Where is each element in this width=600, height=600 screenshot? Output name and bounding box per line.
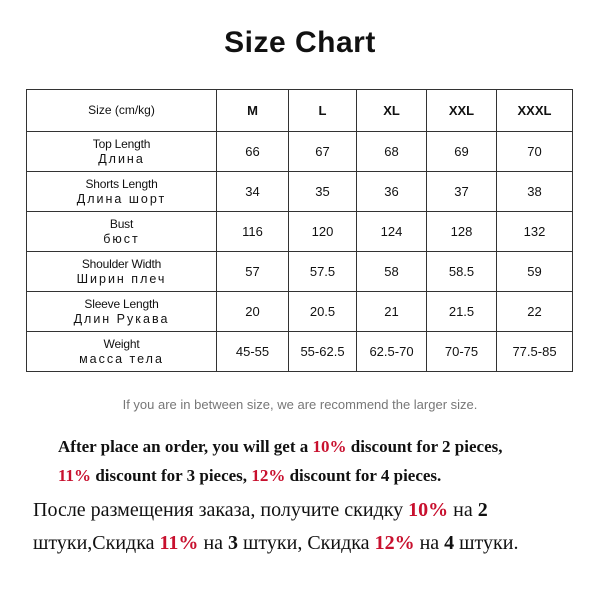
- table-cell: 20.5: [289, 292, 357, 332]
- row-label-ru: Длина шорт: [76, 191, 167, 206]
- row-label-ru: Ширин плеч: [76, 271, 167, 286]
- promo-text: После размещения заказа, получите скидку: [33, 499, 409, 521]
- promo-text: штуки,Скидка: [33, 532, 160, 554]
- table-cell: 67: [289, 132, 357, 172]
- table-cell: 36: [357, 172, 427, 212]
- row-label-ru: масса тела: [79, 351, 164, 366]
- table-cell: 38: [497, 172, 573, 212]
- table-cell: 21.5: [427, 292, 497, 332]
- row-label: [27, 212, 217, 252]
- table-cell: 62.5-70: [357, 332, 427, 372]
- table-cell: 35: [289, 172, 357, 212]
- promo-text: discount for 3 pieces,: [91, 466, 252, 485]
- size-header: M: [217, 90, 289, 132]
- discount-percent: 12%: [251, 466, 286, 485]
- table-cell: 128: [427, 212, 497, 252]
- promo-text: discount for 4 pieces.: [285, 466, 442, 485]
- table-row: [27, 212, 573, 252]
- promo-text: на: [198, 532, 229, 554]
- table-cell: 66: [217, 132, 289, 172]
- size-header: XXXL: [497, 90, 573, 132]
- piece-count: 2: [477, 499, 488, 521]
- table-cell: 70: [497, 132, 573, 172]
- table-cell: 57: [217, 252, 289, 292]
- size-header: XXL: [427, 90, 497, 132]
- table-cell: 77.5-85: [497, 332, 573, 372]
- table-row: [27, 252, 573, 292]
- table-cell: 70-75: [427, 332, 497, 372]
- row-label: [27, 132, 217, 172]
- row-label: [27, 332, 217, 372]
- table-cell: 68: [357, 132, 427, 172]
- row-label-en: Shoulder Width: [81, 256, 162, 271]
- page-title: Size Chart: [224, 26, 376, 59]
- row-label: [27, 292, 217, 332]
- size-recommendation-note: If you are in between size, we are recommend the larger size.: [122, 397, 478, 412]
- table-cell: 37: [427, 172, 497, 212]
- table-row: [27, 172, 573, 212]
- table-cell: 34: [217, 172, 289, 212]
- row-label-ru: бюст: [103, 231, 140, 246]
- row-label-en: Bust: [109, 216, 134, 231]
- discount-percent: 10%: [312, 437, 347, 456]
- size-header: L: [289, 90, 357, 132]
- table-cell: 58: [357, 252, 427, 292]
- table-cell: 59: [497, 252, 573, 292]
- row-label-ru: Длина: [98, 151, 145, 166]
- promo-text: штуки.: [454, 532, 519, 554]
- discount-percent: 10%: [408, 499, 449, 521]
- row-label: [27, 252, 217, 292]
- row-label-en: Shorts Length: [85, 176, 158, 191]
- discount-percent: 11%: [159, 532, 199, 554]
- table-cell: 21: [357, 292, 427, 332]
- size-header: XL: [357, 90, 427, 132]
- table-cell: 69: [427, 132, 497, 172]
- row-label-en: Sleeve Length: [84, 296, 159, 311]
- promo-text-russian: [33, 494, 593, 560]
- table-row: [27, 132, 573, 172]
- table-cell: 45-55: [217, 332, 289, 372]
- row-label: [27, 172, 217, 212]
- table-cell: 57.5: [289, 252, 357, 292]
- table-cell: 120: [289, 212, 357, 252]
- promo-text: штуки, Скидка: [238, 532, 375, 554]
- table-cell: 116: [217, 212, 289, 252]
- table-row: [27, 332, 573, 372]
- promo-text: на: [448, 499, 478, 521]
- table-cell: 55-62.5: [289, 332, 357, 372]
- discount-percent: 12%: [374, 532, 415, 554]
- table-row: [27, 292, 573, 332]
- table-cell: 58.5: [427, 252, 497, 292]
- table-cell: 20: [217, 292, 289, 332]
- size-chart-table: [26, 89, 573, 372]
- row-label-en: Weight: [103, 336, 140, 351]
- table-cell: 132: [497, 212, 573, 252]
- discount-percent: 11%: [58, 466, 92, 485]
- piece-count: 4: [444, 532, 455, 554]
- promo-text: на: [414, 532, 445, 554]
- table-cell: 22: [497, 292, 573, 332]
- promo-text: After place an order, you will get a: [58, 437, 313, 456]
- promo-text-english: [58, 432, 598, 490]
- table-cell: 124: [357, 212, 427, 252]
- promo-text: discount for 2 pieces,: [346, 437, 503, 456]
- row-label-ru: Длин Рукава: [73, 311, 170, 326]
- piece-count: 3: [228, 532, 239, 554]
- header-label: Size (cm/kg): [27, 90, 217, 132]
- row-label-en: Top Length: [92, 136, 151, 151]
- table-header-row: [27, 90, 573, 132]
